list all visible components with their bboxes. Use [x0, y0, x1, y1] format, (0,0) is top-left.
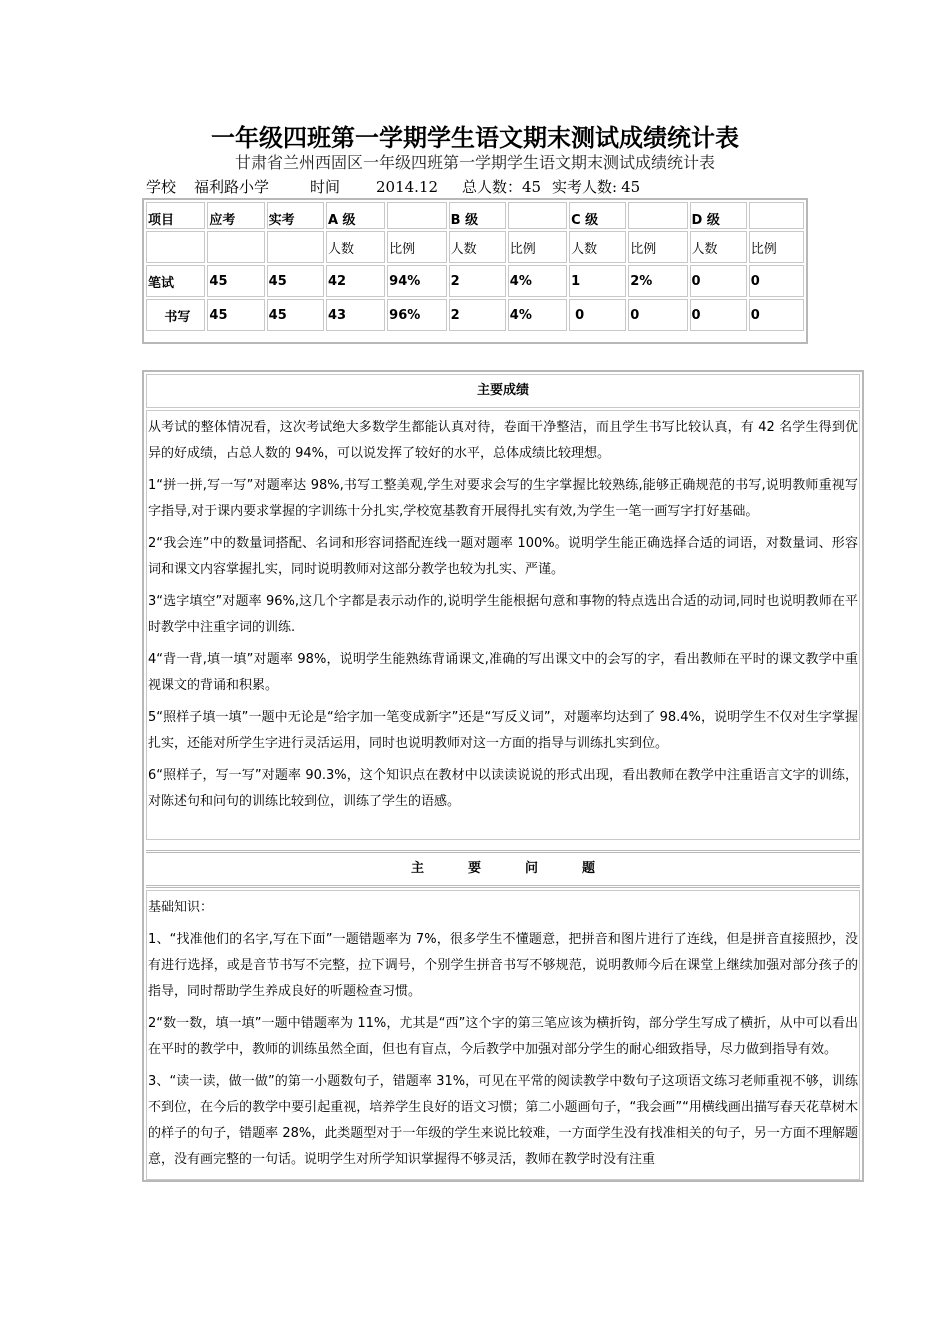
table-cell: 42	[326, 265, 385, 297]
table-subheader-cell	[267, 231, 324, 263]
achievements-body	[146, 410, 860, 840]
table-cell: 4%	[508, 299, 567, 331]
table-row	[146, 299, 804, 331]
table-header-cell: D 级	[690, 202, 747, 229]
achievement-paragraph: 6“照样子，写一写”对题率 90.3%，这个知识点在教材中以读读说说的形式出现，看出教师在教学中注重语言文字的训练，对陈述句和问句的训练比较到位，训练了学生的语感。	[148, 768, 858, 809]
table-subheader-cell	[146, 231, 205, 263]
table-header-cell	[508, 202, 567, 229]
problems-heading-char: 要	[467, 861, 481, 876]
table-row	[146, 265, 804, 297]
table-header-row	[146, 202, 804, 229]
achievements-heading: 主要成绩	[146, 374, 860, 408]
table-cell: 45	[267, 299, 324, 331]
problem-paragraph: 3、“读一读，做一做”的第一小题数句子，错题率 31%，可见在平常的阅读教学中数句子这项语文练习老师重视不够，训练不到位，在今后的教学中要引起重视，培养学生良好的语文习惯；第二小题画句子，“我会画”“用横线画出描写春天花草树木的样子的句子，错题率 28%，此类题型对于一年级的学生来说比较难，一方面学生没有找准相关的句子，另一方面不理解题意，没有画完整的一句话。说明学生对所学知识掌握得不够灵活，教师在教学时没有注重	[148, 1074, 858, 1167]
school-label: 学校	[146, 178, 177, 196]
score-table-frame	[142, 198, 808, 344]
achievement-paragraph: 从考试的整体情况看，这次考试绝大多数学生都能认真对待，卷面干净整洁，而且学生书写比较认真，有 42 名学生得到优异的好成绩，占总人数的 94%，可以说发挥了较好的水平，总体成绩比较理想。	[148, 420, 858, 461]
table-subheader-cell: 比例	[628, 231, 687, 263]
problem-paragraph: 基础知识：	[148, 900, 214, 915]
table-subheader-cell: 人数	[449, 231, 506, 263]
table-cell: 4%	[508, 265, 567, 297]
table-header-cell: 应考	[207, 202, 264, 229]
score-table	[144, 200, 806, 333]
achievement-paragraph: 3“选字填空”对题率 96%,这几个字都是表示动作的,说明学生能根据句意和事物的特点选出合适的动词,同时也说明教师在平时教学中注重字词的训练.	[148, 594, 858, 635]
table-cell: 0	[690, 299, 747, 331]
table-header-cell: B 级	[449, 202, 506, 229]
time-value: 2014.12	[376, 178, 439, 196]
table-cell: 45	[207, 299, 264, 331]
problems-heading-char: 主	[410, 861, 424, 876]
table-cell: 2	[449, 265, 506, 297]
table-cell: 0	[749, 265, 804, 297]
table-cell: 0	[569, 299, 626, 331]
table-subheader-cell: 人数	[690, 231, 747, 263]
table-header-cell	[628, 202, 687, 229]
achievement-paragraph: 4“背一背,填一填”对题率 98%，说明学生能熟练背诵课文,准确的写出课文中的会写的字，看出教师在平时的课文教学中重视课文的背诵和积累。	[148, 652, 858, 693]
table-cell: 0	[749, 299, 804, 331]
analysis-frame	[142, 370, 864, 1182]
table-cell: 1	[569, 265, 626, 297]
problems-heading-char: 题	[582, 861, 596, 876]
table-header-cell	[387, 202, 446, 229]
school-value: 福利路小学	[194, 178, 270, 196]
table-cell: 94%	[387, 265, 446, 297]
table-cell: 0	[628, 299, 687, 331]
actual-value: 45	[621, 178, 641, 196]
achievement-paragraph: 2“我会连”中的数量词搭配、名词和形容词搭配连线一题对题率 100%。说明学生能正确选择合适的词语，对数量词、形容词和课文内容掌握扎实，同时说明教师对这部分教学也较为扎实、严谨。	[148, 536, 858, 577]
table-cell: 43	[326, 299, 385, 331]
table-cell: 45	[207, 265, 264, 297]
table-cell: 笔试	[146, 265, 205, 297]
time-label: 时间	[310, 178, 341, 196]
table-cell: 45	[267, 265, 324, 297]
table-subheader-cell: 比例	[749, 231, 804, 263]
info-line	[146, 176, 866, 197]
table-subheader-cell	[207, 231, 264, 263]
problems-heading-char: 问	[525, 861, 539, 876]
achievement-paragraph: 1“拼一拼,写一写”对题率达 98%,书写工整美观,学生对要求会写的生字掌握比较熟练,能够正确规范的书写,说明教师重视写字指导,对于课内要求掌握的字训练十分扎实,学校宽基教育开展得扎实有效,为学生一笔一画写字打好基础。	[148, 478, 858, 519]
table-cell: 2%	[628, 265, 687, 297]
total-value: 45	[522, 178, 542, 196]
table-header-cell: C 级	[569, 202, 626, 229]
problem-paragraph: 1、“找准他们的名字,写在下面”一题错题率为 7%，很多学生不懂题意，把拼音和图片进行了连线，但是拼音直接照抄，没有进行选择，或是音节书写不完整，拉下调号，个别学生拼音书写不够规范，说明教师今后在课堂上继续加强对部分孩子的指导，同时帮助学生养成良好的听题检查习惯。	[148, 932, 858, 999]
table-subheader-cell: 人数	[569, 231, 626, 263]
table-subheader-row	[146, 231, 804, 263]
actual-label: 实考人数:	[552, 178, 618, 196]
table-subheader-cell: 比例	[387, 231, 446, 263]
table-cell: 0	[690, 265, 747, 297]
table-cell: 2	[449, 299, 506, 331]
table-header-cell: 项目	[146, 202, 205, 229]
table-header-cell: 实考	[267, 202, 324, 229]
table-header-cell	[749, 202, 804, 229]
table-subheader-cell: 比例	[508, 231, 567, 263]
table-header-cell: A 级	[326, 202, 385, 229]
total-label: 总人数：	[462, 178, 523, 196]
table-cell: 书写	[146, 299, 205, 331]
achievement-paragraph: 5“照样子填一填”一题中无论是“给字加一笔变成新字”还是“写反义词”，对题率均达到了 98.4%，说明学生不仅对生字掌握扎实，还能对所学生字进行灵活运用，同时也说明教师对这一方面的指导与训练扎实到位。	[148, 710, 858, 751]
table-cell: 96%	[387, 299, 446, 331]
table-subheader-cell: 人数	[326, 231, 385, 263]
document-subtitle: 甘肃省兰州西固区一年级四班第一学期学生语文期末测试成绩统计表	[234, 153, 715, 172]
problem-paragraph: 2“数一数，填一填”一题中错题率为 11%，尤其是“西”这个字的第三笔应该为横折钩，部分学生写成了横折，从中可以看出在平时的教学中，教师的训练虽然全面，但也有盲点，今后教学中加强对部分学生的耐心细致指导，尽力做到指导有效。	[148, 1016, 858, 1057]
problems-body	[146, 890, 860, 1180]
problems-heading	[146, 850, 860, 888]
document-title: 一年级四班第一学期学生语文期末测试成绩统计表	[211, 123, 739, 152]
